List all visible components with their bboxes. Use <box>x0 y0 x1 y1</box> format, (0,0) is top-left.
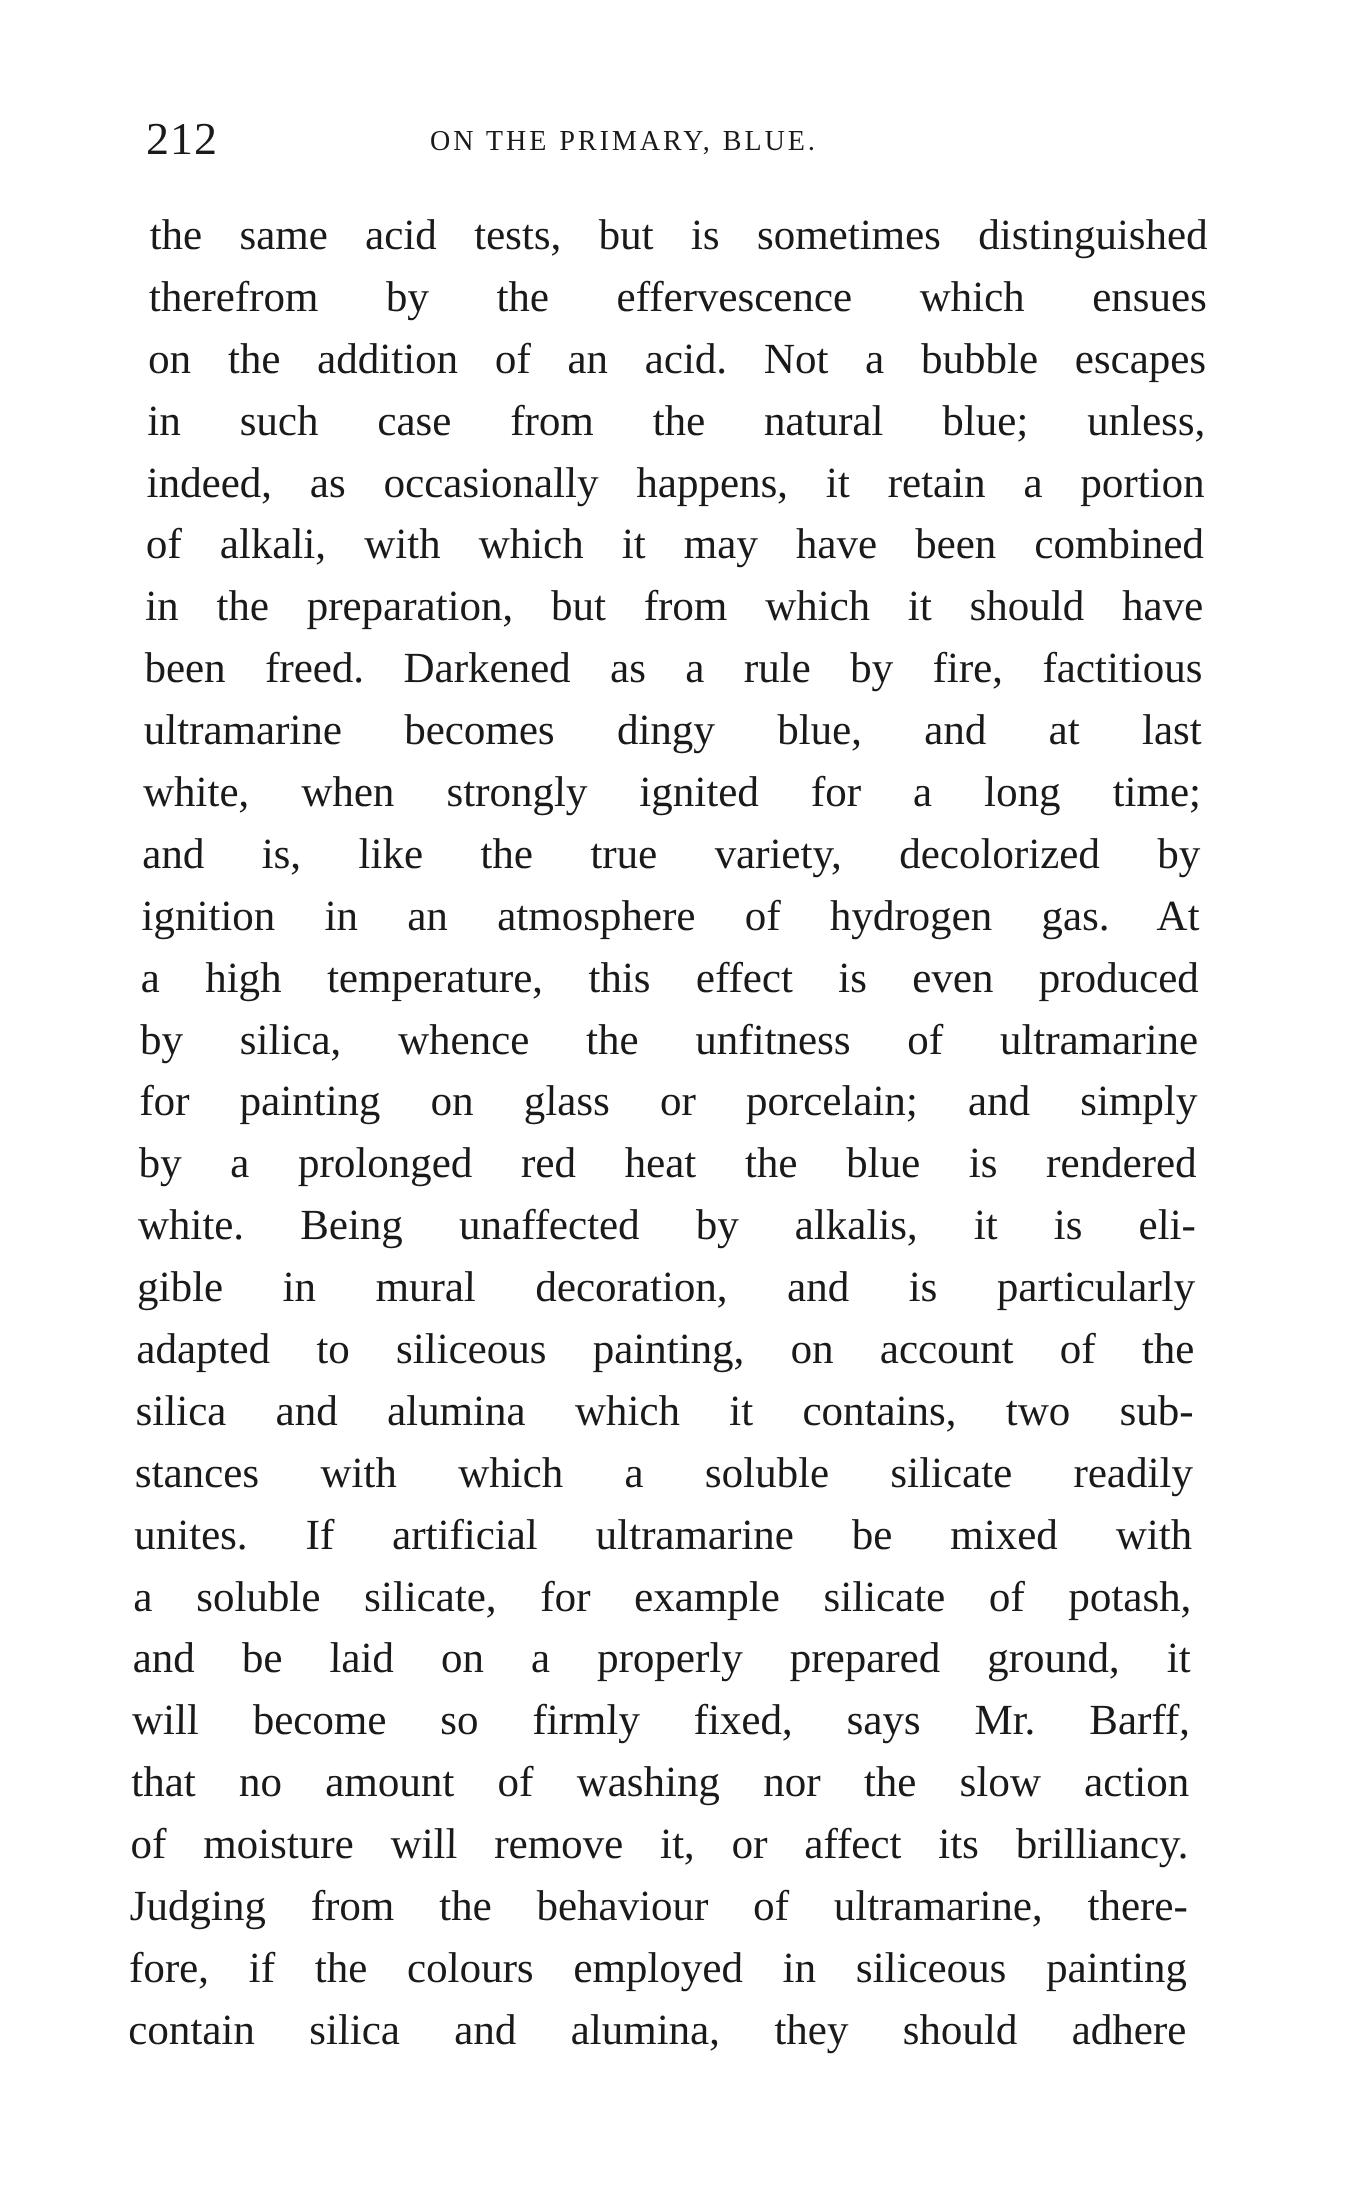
text-line: indeed, as occasionally happens, it retain a portion <box>146 459 1205 507</box>
text-line: ignition in an atmosphere of hydrogen gas. At <box>141 892 1200 940</box>
text-line: that no amount of washing nor the slow action <box>130 1759 1190 1807</box>
text-line: on the addition of an acid. Not a bubble escapes <box>147 335 1207 383</box>
text-line: and is, like the true variety, decolorized by <box>142 830 1201 878</box>
text-line: of moisture will remove it, or affect its brilliancy. <box>130 1821 1189 1869</box>
text-line: white. Being unaffected by alkalis, it is eli- <box>137 1202 1197 1250</box>
text-line: will become so firmly fixed, says Mr. Barff, <box>131 1697 1191 1745</box>
text-line: fore, if the colours employed in siliceous painting <box>128 1944 1188 1992</box>
page-number: 212 <box>146 113 218 164</box>
text-line: Judging from the behaviour of ultramarine, there- <box>129 1883 1189 1931</box>
text-line: a high temperature, this effect is even produced <box>140 954 1200 1002</box>
text-line: contain silica and alumina, they should adhere <box>128 2006 1187 2054</box>
text-line: by silica, whence the unfitness of ultramarine <box>139 1016 1199 1064</box>
text-line: adapted to siliceous painting, on account of the <box>136 1326 1195 1374</box>
text-line: by a prolonged red heat the blue is rendered <box>138 1140 1197 1188</box>
text-line: therefrom by the effervescence which ensues <box>148 273 1208 321</box>
text-line: and be laid on a properly prepared ground, it <box>132 1635 1192 1683</box>
text-line: been freed. Darkened as a rule by fire, factitious <box>144 645 1203 693</box>
text-line: of alkali, with which it may have been combined <box>145 521 1205 569</box>
text-line: a soluble silicate, for example silicate of potash, <box>133 1573 1192 1621</box>
text-line: unites. If artificial ultramarine be mixed with <box>133 1511 1193 1559</box>
text-line: gible in mural decoration, and is particularly <box>136 1264 1196 1312</box>
text-line: white, when strongly ignited for a long time; <box>142 769 1202 817</box>
text-line: in the preparation, but from which it should have <box>144 583 1204 631</box>
text-line: for painting on glass or porcelain; and simply <box>139 1078 1198 1126</box>
text-line: silica and alumina which it contains, two sub- <box>135 1387 1194 1435</box>
body-text <box>128 205 1208 2062</box>
text-line: ultramarine becomes dingy blue, and at last <box>143 707 1203 755</box>
text-line: in such case from the natural blue; unless, <box>147 397 1206 445</box>
text-line: the same acid tests, but is sometimes distinguished <box>149 212 1208 259</box>
text-line: stances with which a soluble silicate readily <box>134 1449 1194 1497</box>
running-head: ON THE PRIMARY, BLUE. <box>430 126 818 157</box>
